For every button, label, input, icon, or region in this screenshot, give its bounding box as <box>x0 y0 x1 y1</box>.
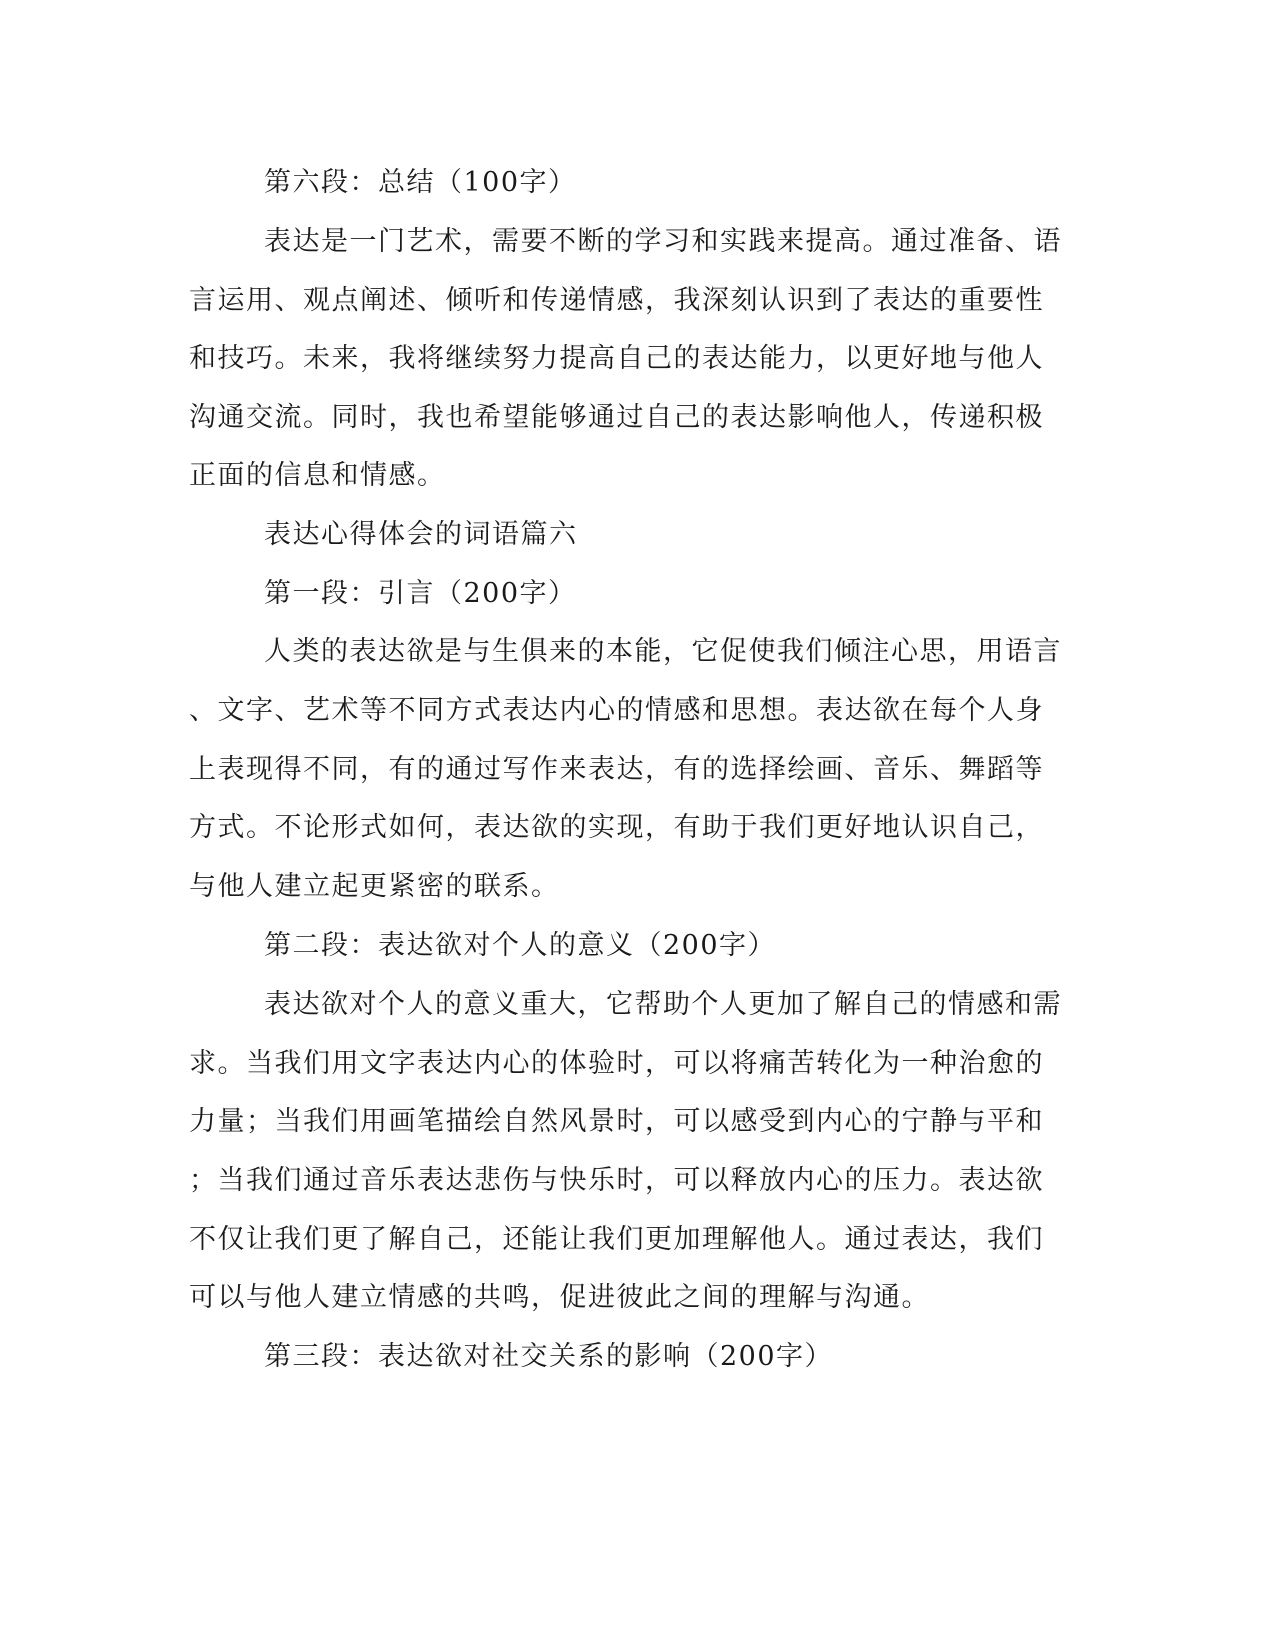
paragraph-line: 和技巧。未来，我将继续努力提高自己的表达能力，以更好地与他人 <box>189 343 1044 374</box>
paragraph-line: 表达欲对个人的意义重大，它帮助个人更加了解自己的情感和需 <box>264 989 1062 1020</box>
paragraph-line: 表达是一门艺术，需要不断的学习和实践来提高。通过准备、语 <box>264 226 1062 257</box>
section-heading: 第二段：表达欲对个人的意义（200字） <box>264 930 777 961</box>
paragraph-line: 、文字、艺术等不同方式表达内心的情感和思想。表达欲在每个人身 <box>189 695 1044 726</box>
paragraph-line: 不仅让我们更了解自己，还能让我们更加理解他人。通过表达，我们 <box>189 1224 1044 1255</box>
paragraph-line: 人类的表达欲是与生俱来的本能，它促使我们倾注心思，用语言 <box>264 636 1062 667</box>
paragraph-line: 求。当我们用文字表达内心的体验时，可以将痛苦转化为一种治愈的 <box>189 1048 1044 1079</box>
paragraph-line: 与他人建立起更紧密的联系。 <box>189 871 560 902</box>
paragraph-line: 可以与他人建立情感的共鸣，促进彼此之间的理解与沟通。 <box>189 1282 930 1313</box>
paragraph-line: 上表现得不同，有的通过写作来表达，有的选择绘画、音乐、舞蹈等 <box>189 754 1044 785</box>
paragraph-line: 沟通交流。同时，我也希望能够通过自己的表达影响他人，传递积极 <box>189 402 1044 433</box>
section-heading: 第三段：表达欲对社交关系的影响（200字） <box>264 1341 834 1372</box>
paragraph-line: 力量；当我们用画笔描绘自然风景时，可以感受到内心的宁静与平和 <box>189 1106 1044 1137</box>
paragraph-line: ；当我们通过音乐表达悲伤与快乐时，可以释放内心的压力。表达欲 <box>189 1165 1044 1196</box>
paragraph-line: 正面的信息和情感。 <box>189 460 446 491</box>
paragraph-line: 方式。不论形式如何，表达欲的实现，有助于我们更好地认识自己， <box>189 812 1044 843</box>
section-heading: 第一段：引言（200字） <box>264 578 577 609</box>
article-title: 表达心得体会的词语篇六 <box>264 519 578 550</box>
section-heading: 第六段：总结（100字） <box>264 167 577 198</box>
paragraph-line: 言运用、观点阐述、倾听和传递情感，我深刻认识到了表达的重要性 <box>189 285 1044 316</box>
